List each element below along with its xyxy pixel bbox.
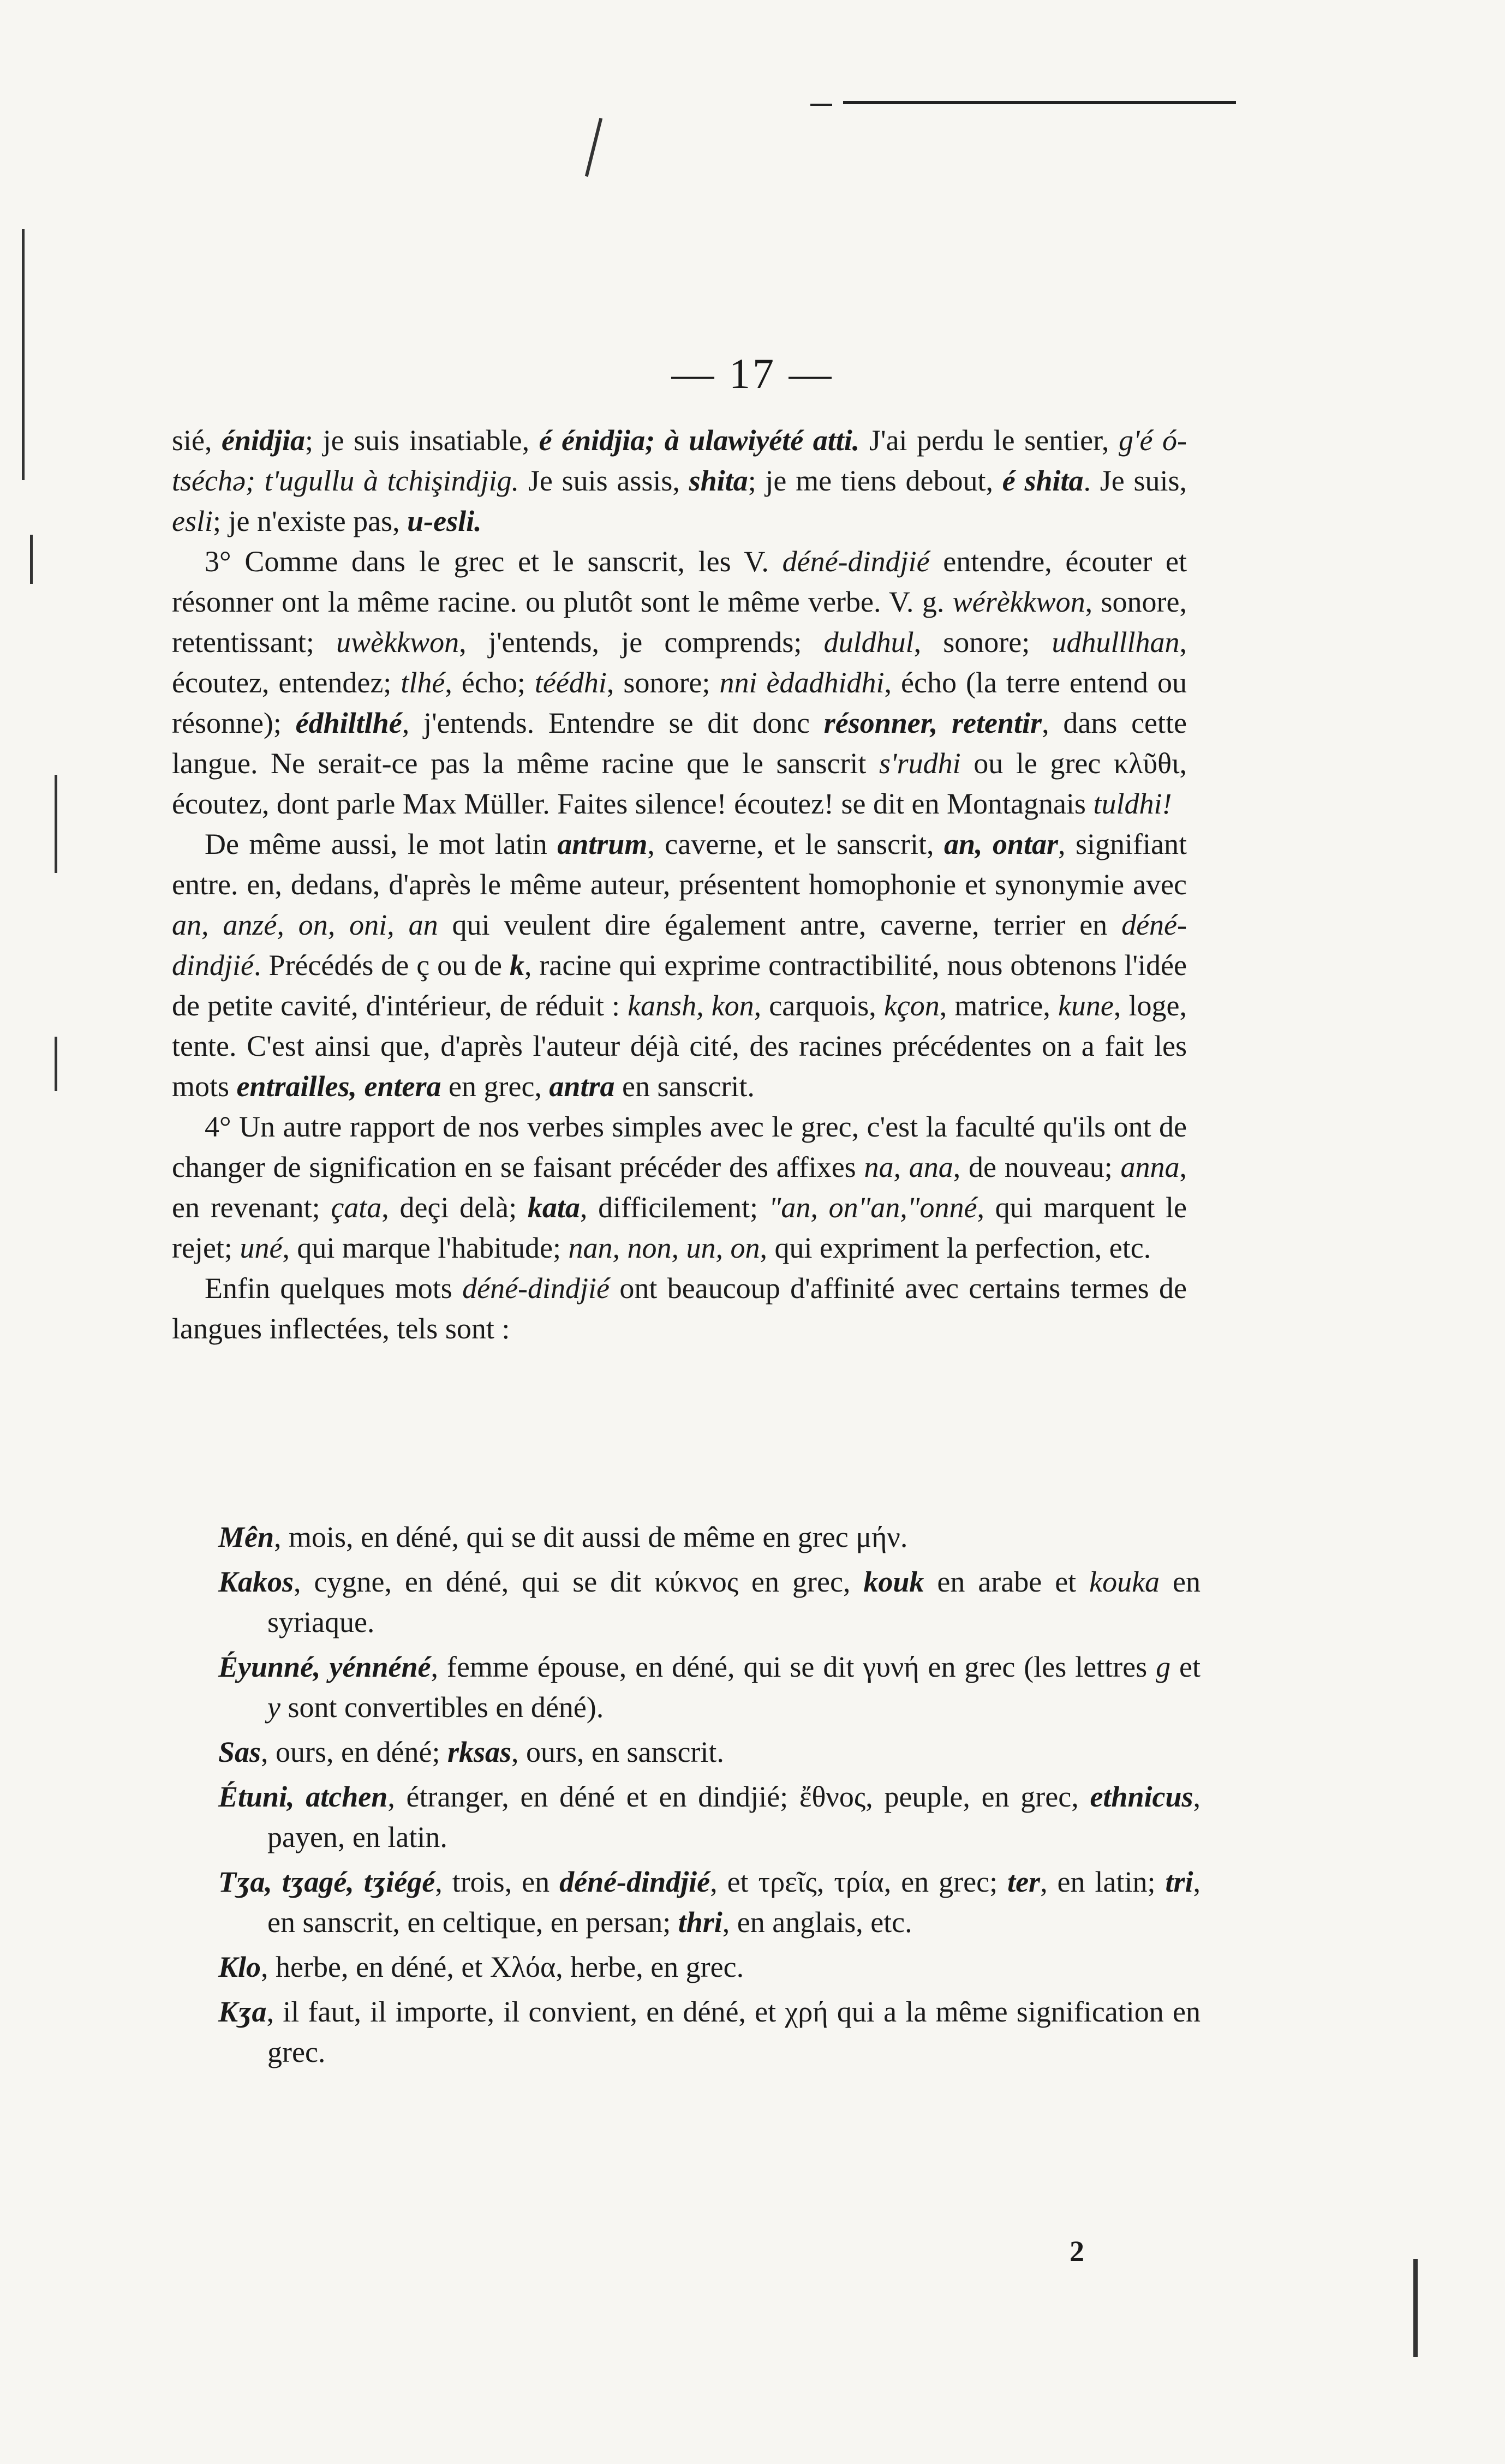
italic-term: "an, on"an,"onné (768, 1191, 977, 1224)
text-run: , femme épouse, en déné, qui se dit γυνή en grec (les lettres (431, 1650, 1156, 1683)
bold-italic-term: shita (689, 464, 748, 497)
bold-italic-term: é shita (1002, 464, 1084, 497)
left-edge-mark (55, 775, 57, 873)
text-run: sié, (172, 424, 222, 457)
signature-mark: 2 (1070, 2235, 1084, 2268)
paragraph (172, 824, 1187, 1107)
bold-italic-term: Kʒa (218, 1995, 267, 2028)
text-run: , deçi delà; (381, 1191, 528, 1224)
text-run: , herbe, en déné, et Χλόα, herbe, en grec. (261, 1951, 744, 1983)
scan-top-rule (843, 101, 1236, 104)
list-item (218, 1562, 1201, 1642)
paragraph (172, 1268, 1187, 1349)
text-run: ont beaucoup d'affinité avec certains termes de langues inflectées, tels sont : (172, 1272, 1187, 1345)
text-run: , écho (la terre entend ou résonne); (172, 666, 1187, 739)
paragraph (172, 541, 1187, 824)
text-run: , il faut, il importe, il convient, en déné, et χρή qui a la même signification en grec. (266, 1995, 1201, 2068)
italic-term: nan, non, un, on (568, 1231, 760, 1264)
italic-term: déné-dindjié (462, 1272, 610, 1305)
bold-italic-term: tri (1165, 1865, 1193, 1898)
text-run: ; je me tiens debout, (748, 464, 1002, 497)
text-run: , de nouveau; (953, 1151, 1121, 1183)
text-run: et (1170, 1650, 1201, 1683)
italic-term: kune (1058, 989, 1114, 1022)
bold-italic-term: kata (527, 1191, 580, 1224)
text-run: sont convertibles en déné). (280, 1691, 604, 1724)
bold-italic-term: rksas (447, 1736, 511, 1768)
text-run: , en revenant; (172, 1151, 1187, 1224)
italic-term: kansh, kon (628, 989, 754, 1022)
bold-italic-term: Tʒa, tʒagé, tʒiégé (218, 1865, 435, 1898)
bold-italic-term: Kakos (218, 1565, 294, 1598)
text-run: Je suis assis, (519, 464, 689, 497)
list-item (218, 1947, 1201, 1987)
bold-italic-term: k (509, 949, 524, 982)
paragraph (172, 1107, 1187, 1268)
text-run: , sonore, retentissant; (172, 585, 1187, 659)
text-run: , j'entends, je comprends; (459, 626, 824, 659)
text-run: , écho; (445, 666, 535, 699)
text-run: en arabe et (924, 1565, 1090, 1598)
text-run: , en latin; (1040, 1865, 1166, 1898)
text-run: , signifiant entre. en, dedans, d'après le même auteur, présentent homophonie et synonymie avec (172, 828, 1187, 901)
text-run: , en anglais, etc. (722, 1906, 912, 1939)
bold-italic-term: énidjia (222, 424, 306, 457)
page-number: — 17 — (671, 350, 834, 397)
text-run: 3° Comme dans le grec et le sanscrit, les V. (205, 545, 783, 578)
italic-term: anna (1120, 1151, 1180, 1183)
italic-term: kouka (1089, 1565, 1160, 1598)
bold-italic-term: antra (549, 1070, 615, 1103)
word-comparison-list (218, 1517, 1201, 2077)
text-run: . Précédés de ç ou de (253, 949, 510, 982)
bold-italic-term: ethnicus (1090, 1780, 1193, 1813)
italic-term: wérèkkwon (952, 585, 1085, 618)
text-run: , matrice, (939, 989, 1058, 1022)
text-run: , carquois, (754, 989, 884, 1022)
bold-italic-term: Sas (218, 1736, 261, 1768)
text-run: , qui marque l'habitude; (282, 1231, 569, 1264)
text-run: , étranger, en déné et en dindjié; ἔθνος, peuple, en grec, (387, 1780, 1090, 1813)
text-run: J'ai perdu le sentier, (859, 424, 1119, 457)
text-run: , écoutez, entendez; (172, 626, 1187, 699)
italic-term: g'é ó-tséchə; t'ugullu à tchişindjig. (172, 424, 1187, 497)
text-run: , qui marquent le rejet; (172, 1191, 1187, 1264)
italic-term: udhulllhan (1052, 626, 1180, 659)
italic-term: téédhi (534, 666, 607, 699)
italic-term: nni èdadhidhi (719, 666, 885, 699)
text-run: en grec, (441, 1070, 550, 1103)
bold-italic-term: u-esli. (407, 505, 482, 537)
text-run: en syriaque. (267, 1565, 1201, 1638)
bold-italic-term: Mên (218, 1521, 274, 1553)
italic-term: uné (240, 1231, 283, 1264)
paragraph (172, 420, 1187, 541)
text-run: en sanscrit. (614, 1070, 755, 1103)
text-run: , caverne, et le sanscrit, (647, 828, 944, 860)
bold-italic-term: an, ontar (943, 828, 1059, 860)
text-run: , qui expriment la perfection, etc. (760, 1231, 1151, 1264)
list-item (218, 1732, 1201, 1772)
italic-term: y (267, 1691, 280, 1724)
text-run: . Je suis, (1083, 464, 1187, 497)
text-run: , sonore; (913, 626, 1052, 659)
bold-italic-term: é énidjia; à ulawiyété atti. (539, 424, 860, 457)
text-run: 4° Un autre rapport de nos verbes simples avec le grec, c'est la faculté qu'ils ont de changer de signification en se faisant précéder des affixes (172, 1110, 1187, 1183)
bold-italic-term: kouk (863, 1565, 924, 1598)
italic-term: tlhé (401, 666, 445, 699)
text-run: , difficilement; (580, 1191, 769, 1224)
text-run: qui veulent dire également antre, caverne, terrier en (438, 908, 1122, 941)
text-run: , j'entends. Entendre se dit donc (402, 707, 824, 739)
italic-term: an, anzé, on, oni, an (172, 908, 438, 941)
text-run: , sonore; (606, 666, 720, 699)
bold-italic-term: déné-dindjié (559, 1865, 710, 1898)
italic-term: çata (331, 1191, 382, 1224)
text-run: ; je suis insatiable, (305, 424, 539, 457)
text-run: ; je n'existe pas, (213, 505, 408, 537)
text-run: , et τρεῖς, τρία, en grec; (710, 1865, 1008, 1898)
italic-term: esli (172, 505, 213, 537)
bold-italic-term: entrailles, entera (236, 1070, 441, 1103)
italic-term: uwèkkwon (336, 626, 459, 659)
list-item (218, 1647, 1201, 1727)
text-run: , trois, en (435, 1865, 560, 1898)
text-run: entendre, écouter et résonner ont la même racine. ou plutôt sont le même verbe. V. g. (172, 545, 1187, 618)
text-run: ou le grec κλῦθι, écoutez, dont parle Max Müller. Faites silence! écoutez! se dit en Montagnais (172, 747, 1187, 820)
scan-rule-fragment (810, 104, 832, 106)
text-run: Enfin quelques mots (205, 1272, 463, 1305)
italic-term: déné-dindjié (782, 545, 930, 578)
italic-term: na, ana (864, 1151, 953, 1183)
left-edge-mark (55, 1037, 57, 1091)
text-run: , racine qui exprime contractibilité, nous obtenons l'idée de petite cavité, d'intérieur, de réduit : (172, 949, 1187, 1022)
italic-term: duldhul (823, 626, 914, 659)
italic-term: g (1156, 1650, 1171, 1683)
text-run: , payen, en latin. (267, 1780, 1201, 1853)
text-run: , en sanscrit, en celtique, en persan; (267, 1865, 1201, 1939)
bold-italic-term: Klo (218, 1951, 261, 1983)
pen-mark (585, 118, 602, 177)
right-edge-mark (1413, 2259, 1418, 2357)
list-item (218, 1862, 1201, 1942)
italic-term: déné-dindjié (172, 908, 1187, 982)
bold-italic-term: thri (678, 1906, 722, 1939)
italic-term: s'rudhi (879, 747, 961, 780)
bold-italic-term: Étuni, atchen (218, 1780, 388, 1813)
left-edge-mark (30, 535, 33, 584)
text-run: , dans cette langue. Ne serait-ce pas la même racine que le sanscrit (172, 707, 1187, 780)
text-run: , loge, tente. C'est ainsi que, d'après l'auteur déjà cité, des racines précédentes on a fait les mots (172, 989, 1187, 1103)
italic-term: tuldhi! (1093, 787, 1172, 820)
italic-term: kçon (883, 989, 940, 1022)
text-run: , ours, en déné; (261, 1736, 447, 1768)
bold-italic-term: ter (1007, 1865, 1041, 1898)
list-item (218, 1517, 1201, 1557)
bold-italic-term: édhiltlhé (295, 707, 402, 739)
list-item (218, 1777, 1201, 1857)
text-run: De même aussi, le mot latin (205, 828, 558, 860)
list-item (218, 1991, 1201, 2072)
bold-italic-term: résonner, retentir (823, 707, 1042, 739)
text-run: , cygne, en déné, qui se dit κύκνος en grec, (294, 1565, 864, 1598)
text-run: , mois, en déné, qui se dit aussi de même en grec μήν. (274, 1521, 908, 1553)
bold-italic-term: Éyunné, yénnéné (218, 1650, 431, 1683)
body-text (172, 420, 1187, 1349)
bold-italic-term: antrum (557, 828, 648, 860)
text-run: , ours, en sanscrit. (511, 1736, 724, 1768)
